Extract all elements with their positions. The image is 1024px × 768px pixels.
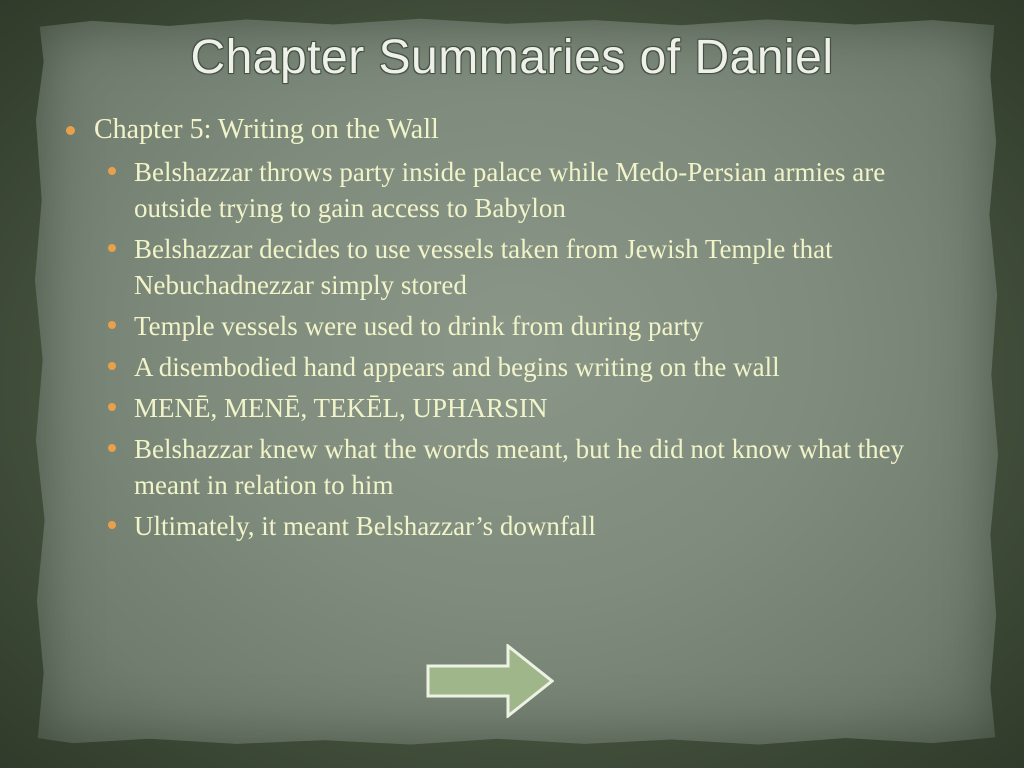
list-item-text: Temple vessels were used to drink from during party (134, 311, 704, 341)
next-slide-button[interactable] (426, 644, 554, 718)
list-item (58, 308, 958, 344)
slide-title: Chapter Summaries of Daniel (190, 31, 834, 84)
chapter-heading-item (58, 112, 958, 148)
list-item (58, 508, 958, 544)
bullet-icon (108, 362, 116, 370)
list-item-text: A disembodied hand appears and begins writing on the wall (134, 352, 780, 382)
bullet-icon (66, 126, 75, 135)
list-item (58, 231, 958, 303)
bullet-icon (108, 521, 116, 529)
list-item-text: Belshazzar decides to use vessels taken from Jewish Temple that Nebuchadnezzar simply stored (134, 234, 833, 300)
list-item (58, 431, 958, 503)
bullet-icon (108, 403, 116, 411)
bullet-icon (108, 244, 116, 252)
bullet-icon (108, 444, 116, 452)
chapter-heading: Chapter 5: Writing on the Wall (94, 114, 439, 145)
right-arrow-icon (426, 644, 554, 718)
list-item (58, 390, 958, 426)
list-item-text: MENĒ, MENĒ, TEKĒL, UPHARSIN (134, 393, 548, 423)
list-item (58, 349, 958, 385)
bullet-icon (108, 167, 116, 175)
list-item-text: Belshazzar throws party inside palace while Medo-Persian armies are outside trying to gain access to Babylon (134, 157, 886, 223)
list-item (58, 154, 958, 226)
list-item-text: Belshazzar knew what the words meant, but he did not know what they meant in relation to him (134, 434, 905, 500)
bullet-icon (108, 321, 116, 329)
list-item-text: Ultimately, it meant Belshazzar’s downfall (134, 511, 596, 541)
bullet-list (58, 154, 958, 544)
slide-content (58, 112, 958, 549)
